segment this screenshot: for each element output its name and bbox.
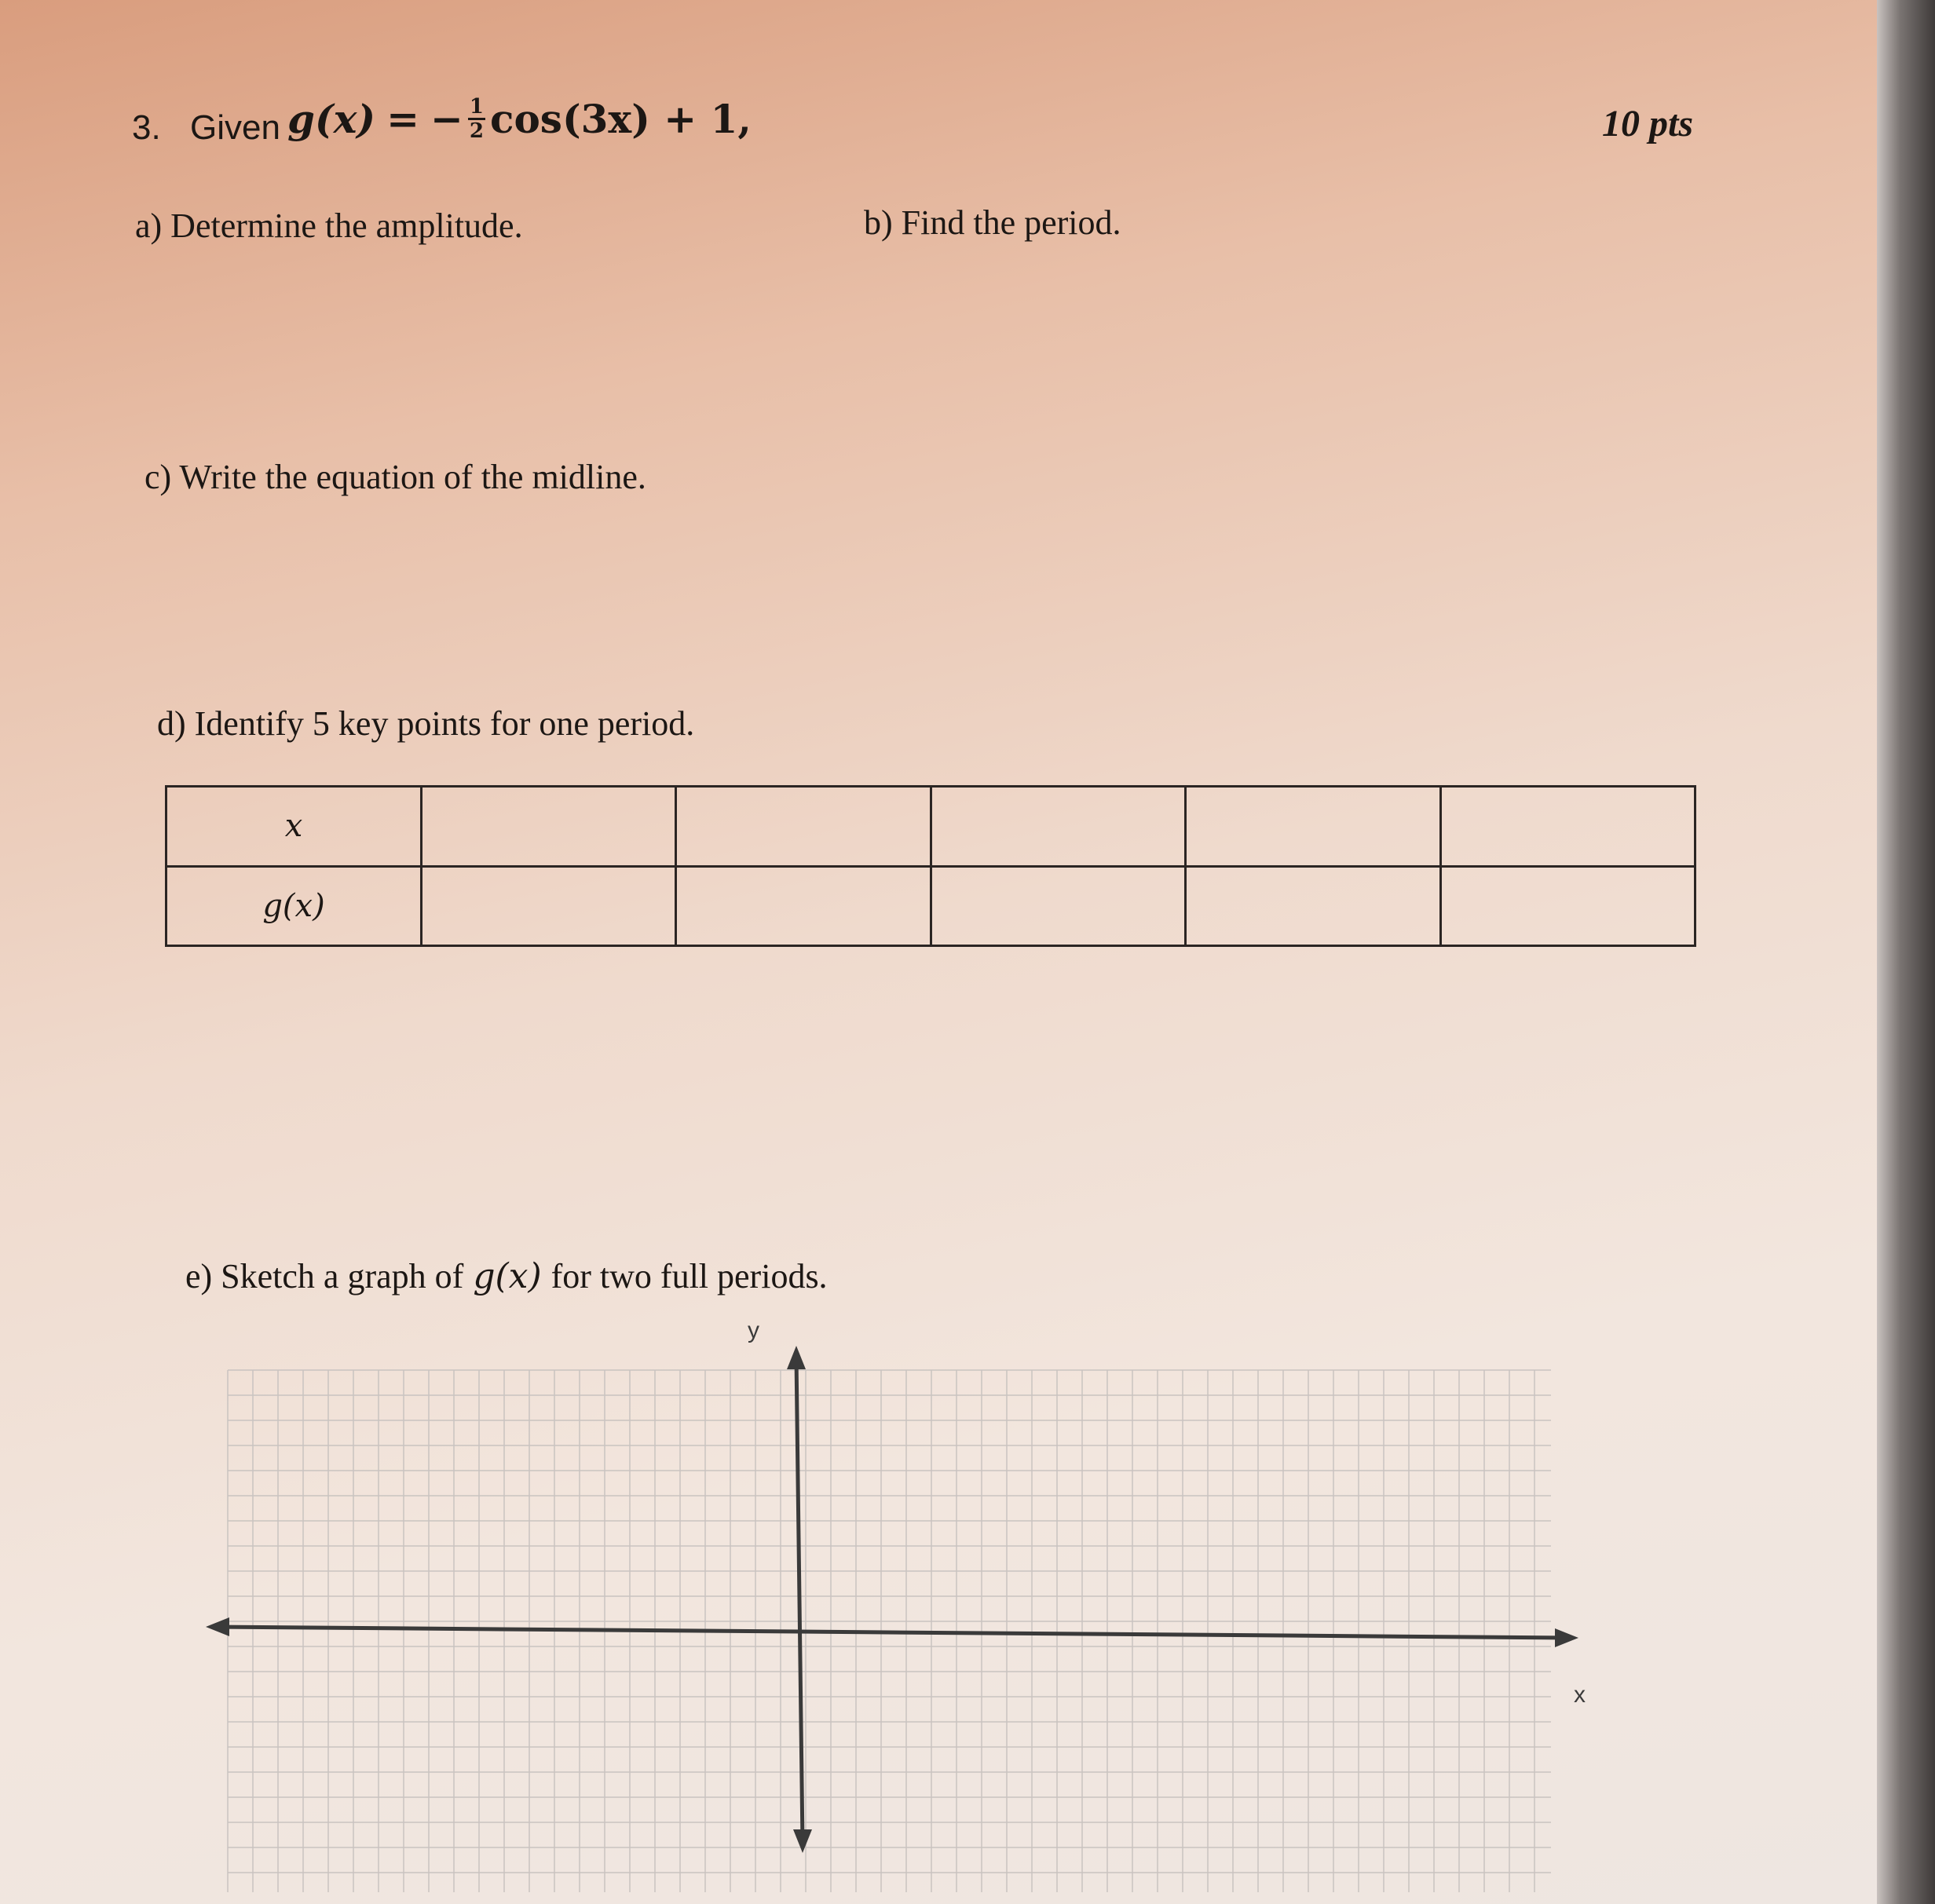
- y-axis-up-arrow: [787, 1346, 806, 1369]
- part-d-prompt: d) Identify 5 key points for one period.: [157, 704, 695, 743]
- question-number: 3.: [132, 108, 161, 147]
- fraction-denominator: 2: [469, 119, 484, 143]
- y-axis: [796, 1357, 803, 1844]
- row-header-x: x: [166, 787, 422, 867]
- part-e-text-after: for two full periods.: [551, 1257, 828, 1296]
- part-e-text-before: e) Sketch a graph of: [185, 1257, 464, 1296]
- part-b-prompt: b) Find the period.: [864, 203, 1121, 242]
- part-e-function: g(x): [473, 1256, 542, 1296]
- points-value: 10 pts: [1602, 103, 1694, 144]
- x-axis: [212, 1627, 1571, 1638]
- function-name: g(x): [287, 96, 376, 142]
- x-axis-left-arrow: [206, 1617, 229, 1636]
- equals-sign: =: [386, 96, 419, 142]
- expression-rest: cos(3x) + 1,: [490, 96, 752, 142]
- fraction-numerator: 1: [469, 95, 484, 119]
- part-a-prompt: a) Determine the amplitude.: [135, 206, 523, 245]
- part-c-prompt: c) Write the equation of the midline.: [144, 458, 646, 496]
- x-axis-label: x: [1574, 1682, 1586, 1708]
- row-header-gx: g(x): [166, 866, 422, 946]
- x-axis-right-arrow: [1555, 1628, 1578, 1647]
- given-label: Given: [190, 108, 280, 147]
- y-axis-label: y: [748, 1317, 759, 1343]
- y-axis-down-arrow: [793, 1829, 812, 1853]
- minus-sign: −: [430, 96, 463, 142]
